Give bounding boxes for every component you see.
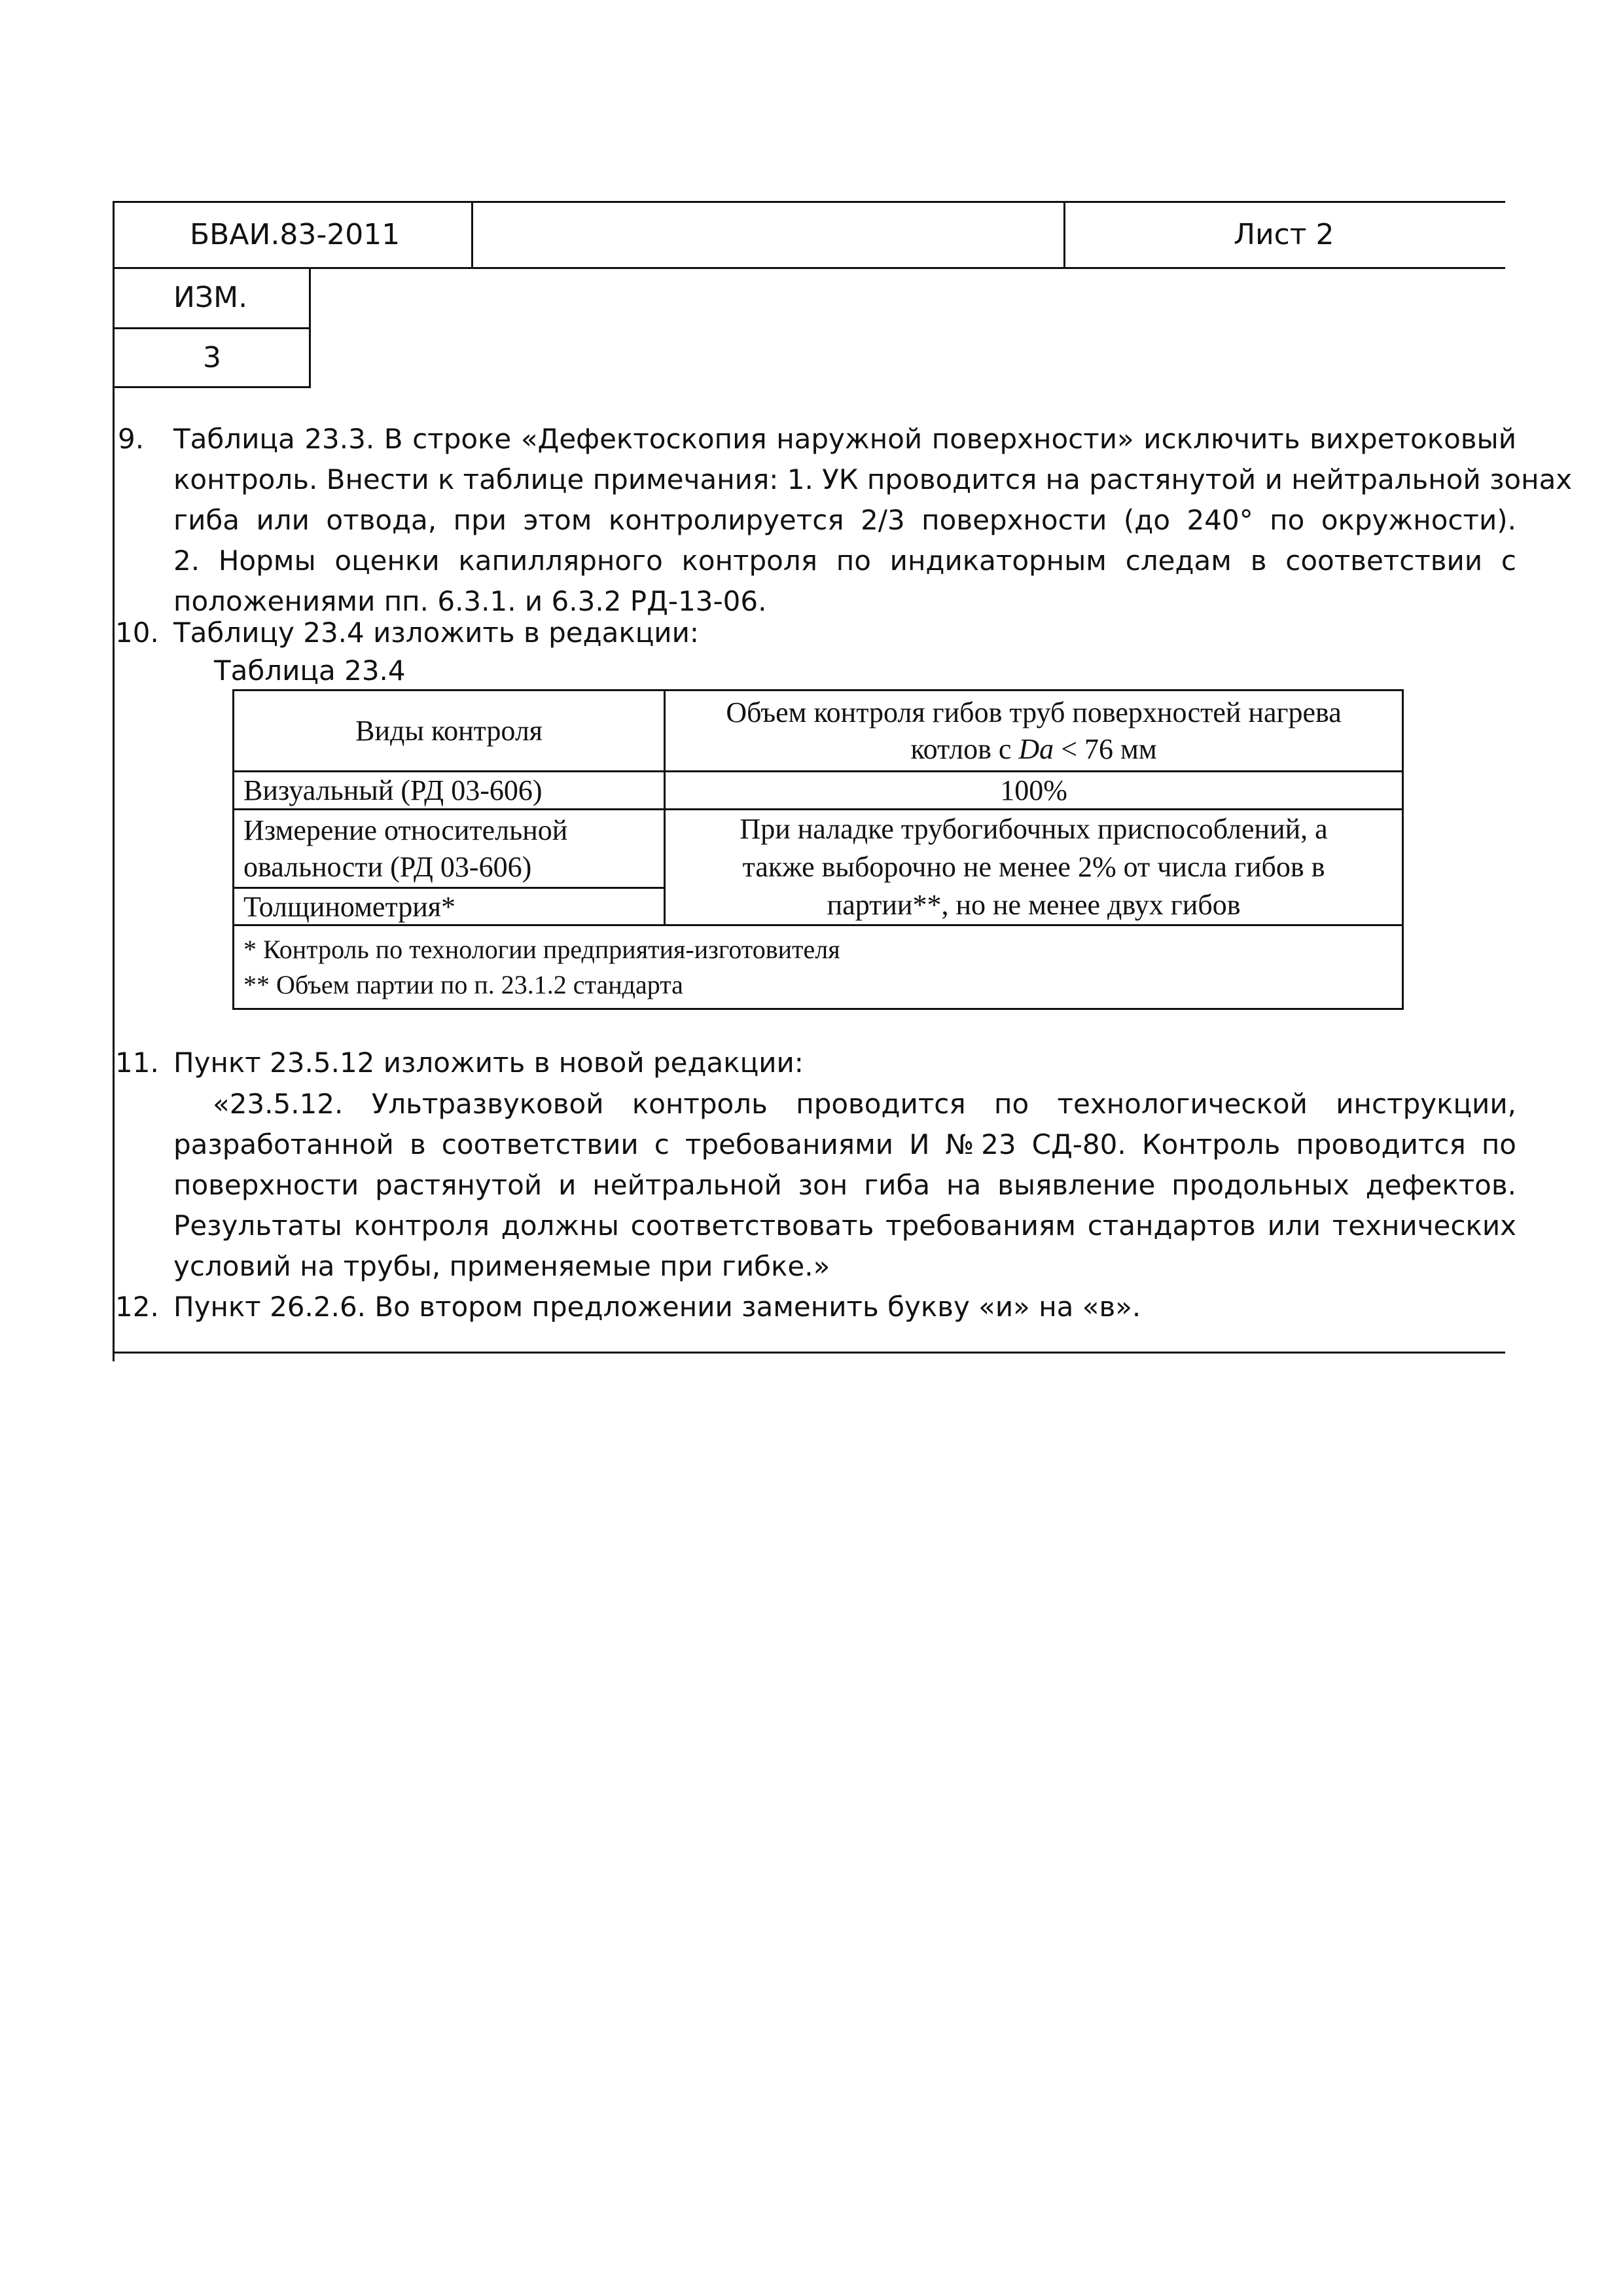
merged-volume-line3: партии**, но не менее двух гибов xyxy=(827,889,1241,921)
col-header-control-type xyxy=(234,691,665,772)
doc-code: БВАИ.83-2011 xyxy=(190,218,401,251)
table-row xyxy=(234,810,1403,888)
col-header-volume-line1: Объем контроля гибов труб поверхностей нагрева xyxy=(726,696,1342,728)
col-header-control-type-text: Виды контроля xyxy=(355,715,543,747)
row2-control-type xyxy=(234,810,665,888)
izm-label: ИЗМ. xyxy=(173,281,248,314)
col-header-volume xyxy=(665,691,1403,772)
row2-control-type-line1: Измерение относительной xyxy=(243,814,568,846)
item-9-line: Таблица 23.3. В строке «Дефектоскопия наружной поверхности» исключить вихретоковый xyxy=(173,423,1516,455)
item-11-text xyxy=(173,1084,1516,1287)
item-9-line: 2. Нормы оценки капиллярного контроля по индикаторным следам в соответствии с xyxy=(173,545,1516,577)
table-note-2: ** Объем партии по п. 23.1.2 стандарта xyxy=(243,969,683,999)
item-9-line: контроль. Внести к таблице примечания: 1. УК проводится на растянутой и нейтральной зонах xyxy=(173,463,1573,495)
item-11-number: 11. xyxy=(115,1047,159,1079)
item-9-number: 9. xyxy=(118,423,145,455)
item-11-line: условий на трубы, применяемые при гибке.» xyxy=(173,1250,830,1282)
item-11-line: поверхности растянутой и нейтральной зон гиба на выявление продольных дефектов. xyxy=(173,1169,1516,1201)
item-12-number: 12. xyxy=(115,1291,159,1323)
table-note-1: * Контроль по технологии предприятия-изготовителя xyxy=(243,934,840,964)
merged-volume-cell xyxy=(665,810,1403,925)
sheet-number: Лист 2 xyxy=(1234,218,1334,251)
row1-control-type-text: Визуальный (РД 03-606) xyxy=(243,774,543,806)
row1-volume xyxy=(665,772,1403,810)
item-11-line: «23.5.12. Ультразвуковой контроль проводится по технологической инструкции, xyxy=(213,1088,1516,1120)
item-11-intro: Пункт 23.5.12 изложить в новой редакции: xyxy=(173,1047,804,1079)
izm-value: 3 xyxy=(203,341,221,374)
item-11-line: Результаты контроля должны соответствовать требованиям стандартов или технических xyxy=(173,1210,1516,1242)
row1-control-type xyxy=(234,772,665,810)
merged-volume-line2: также выборочно не менее 2% от числа гибов в xyxy=(742,851,1325,883)
table-row xyxy=(234,772,1403,810)
table-notes xyxy=(234,925,1403,1009)
table-23-4 xyxy=(232,689,1404,1010)
item-9-text xyxy=(173,419,1573,622)
table-notes-row xyxy=(234,925,1403,1009)
item-9-line: положениями пп. 6.3.1. и 6.3.2 РД-13-06. xyxy=(173,585,767,617)
table-caption: Таблица 23.4 xyxy=(214,655,406,687)
item-11-line: разработанной в соответствии с требованиями И №23 СД-80. Контроль проводится по xyxy=(173,1128,1516,1160)
item-9-line: гиба или отвода, при этом контролируется 2/3 поверхности (до 240° по окружности). xyxy=(173,504,1516,536)
item-10-text: Таблицу 23.4 изложить в редакции: xyxy=(173,617,700,649)
table-header-row xyxy=(234,691,1403,772)
item-12-text: Пункт 26.2.6. Во втором предложении заменить букву «и» на «в». xyxy=(173,1291,1141,1323)
col-header-volume-line2-pre: котлов с xyxy=(910,732,1019,765)
row1-volume-text: 100% xyxy=(1000,774,1067,806)
col-header-volume-line2-post: < 76 мм xyxy=(1054,732,1157,765)
row3-control-type-text: Толщинометрия* xyxy=(243,890,456,923)
item-10-number: 10. xyxy=(115,617,159,649)
col-header-volume-var: Da xyxy=(1018,732,1054,765)
merged-volume-line1: При наладке трубогибочных приспособлений, а xyxy=(740,813,1328,845)
row2-control-type-line2: овальности (РД 03-606) xyxy=(243,850,532,883)
row3-control-type xyxy=(234,888,665,925)
